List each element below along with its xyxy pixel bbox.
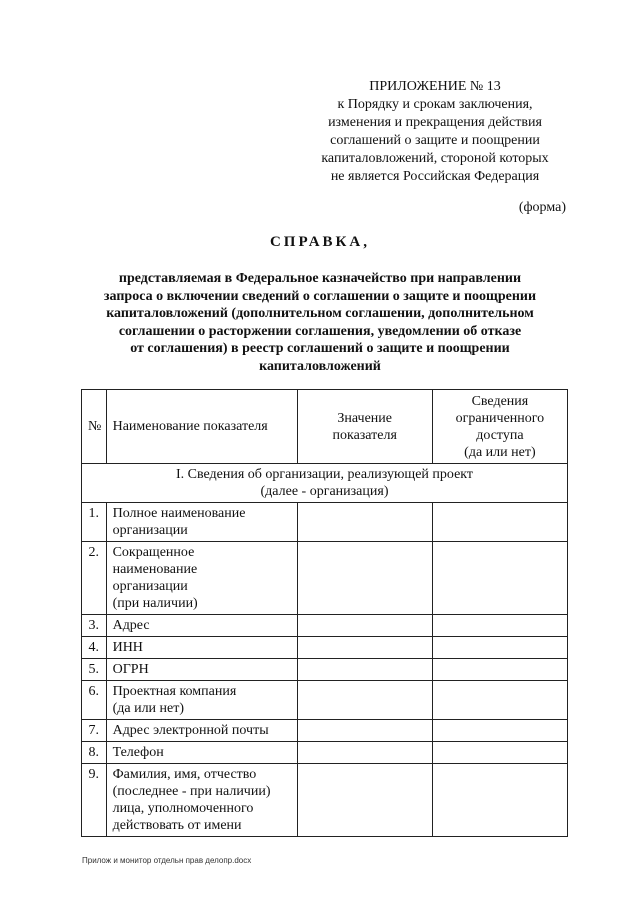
- row-indicator-name: [106, 542, 297, 615]
- row-value-cell[interactable]: [297, 637, 432, 659]
- row-number: 1.: [82, 503, 107, 542]
- row-number: 6.: [82, 681, 107, 720]
- section-row: [82, 464, 568, 503]
- header-number: №: [82, 390, 107, 464]
- subtitle-line: соглашении о расторжении соглашения, уведомлении об отказе: [118, 323, 522, 339]
- indicators-table: [81, 389, 568, 837]
- header-line: показателя: [332, 427, 397, 443]
- appendix-line: к Порядку и срокам заключения,: [337, 97, 533, 112]
- row-number: 7.: [82, 720, 107, 742]
- indicator-name-line: Проектная компания: [112, 684, 237, 699]
- row-indicator-name: [106, 720, 297, 742]
- row-limited-access-cell[interactable]: [432, 503, 567, 542]
- appendix-line: капиталовложений, стороной которых: [321, 151, 549, 166]
- table-row: [82, 681, 568, 720]
- indicator-name-line: Телефон: [112, 745, 164, 760]
- header-line: ограниченного: [455, 410, 545, 426]
- row-limited-access-cell[interactable]: [432, 720, 567, 742]
- section-line: I. Сведения об организации, реализующей проект: [175, 467, 474, 482]
- indicator-name-line: (последнее - при наличии): [112, 784, 271, 799]
- indicator-name-line: Адрес электронной почты: [112, 723, 269, 738]
- row-value-cell[interactable]: [297, 659, 432, 681]
- appendix-line: изменения и прекращения действия: [328, 115, 542, 130]
- row-limited-access-cell[interactable]: [432, 764, 567, 837]
- table-row: [82, 503, 568, 542]
- header-line: Значение: [337, 410, 393, 426]
- row-indicator-name: [106, 615, 297, 637]
- row-number: 4.: [82, 637, 107, 659]
- header-indicator-value: [297, 390, 432, 464]
- file-name-footer: Прилож и монитор отдельн прав делопр.docx: [82, 856, 252, 865]
- row-limited-access-cell[interactable]: [432, 659, 567, 681]
- table-row: [82, 659, 568, 681]
- appendix-line: соглашений о защите и поощрении: [330, 133, 540, 148]
- row-number: 5.: [82, 659, 107, 681]
- table-header-row: [82, 390, 568, 464]
- row-number: 2.: [82, 542, 107, 615]
- row-limited-access-cell[interactable]: [432, 681, 567, 720]
- row-value-cell[interactable]: [297, 681, 432, 720]
- subtitle-line: капиталовложений: [259, 358, 381, 374]
- row-limited-access-cell[interactable]: [432, 542, 567, 615]
- indicator-name-line: Фамилия, имя, отчество: [112, 767, 257, 782]
- indicator-name-line: Сокращенное: [112, 545, 195, 560]
- row-indicator-name: [106, 659, 297, 681]
- appendix-header: [290, 78, 580, 186]
- indicator-name-line: Полное наименование: [112, 506, 246, 521]
- document-title: СПРАВКА,: [269, 234, 371, 250]
- header-limited-access: [432, 390, 567, 464]
- indicator-name-line: лица, уполномоченного: [112, 801, 254, 816]
- row-indicator-name: [106, 764, 297, 837]
- row-limited-access-cell[interactable]: [432, 637, 567, 659]
- indicator-name-line: организации: [112, 523, 188, 538]
- table-row: [82, 742, 568, 764]
- row-number: 3.: [82, 615, 107, 637]
- indicator-name-line: ОГРН: [112, 662, 149, 677]
- subtitle-line: от соглашения) в реестр соглашений о защите и поощрении: [130, 341, 510, 356]
- indicator-name-line: организации: [112, 579, 188, 594]
- subtitle-line: запроса о включении сведений о соглашении о защите и поощрении: [103, 288, 537, 304]
- document-subtitle: [70, 270, 570, 375]
- row-indicator-name: [106, 637, 297, 659]
- appendix-line: не является Российская Федерация: [330, 169, 540, 184]
- row-value-cell[interactable]: [297, 720, 432, 742]
- appendix-line: ПРИЛОЖЕНИЕ № 13: [369, 79, 501, 94]
- row-value-cell[interactable]: [297, 742, 432, 764]
- row-indicator-name: [106, 503, 297, 542]
- row-indicator-name: [106, 681, 297, 720]
- indicator-name-line: (при наличии): [112, 596, 198, 611]
- table-row: [82, 615, 568, 637]
- table-row: [82, 764, 568, 837]
- row-number: 9.: [82, 764, 107, 837]
- indicator-name-line: Адрес: [112, 618, 150, 633]
- section-heading: [82, 464, 568, 503]
- indicator-name-line: ИНН: [112, 640, 143, 655]
- header-line: Сведения: [471, 393, 529, 409]
- table-row: [82, 720, 568, 742]
- row-limited-access-cell[interactable]: [432, 615, 567, 637]
- indicator-name-line: (да или нет): [112, 701, 185, 716]
- table-row: [82, 637, 568, 659]
- row-value-cell[interactable]: [297, 764, 432, 837]
- header-line: (да или нет): [464, 444, 536, 460]
- subtitle-line: капиталовложений (дополнительном соглашении, дополнительном: [106, 306, 534, 321]
- row-value-cell[interactable]: [297, 503, 432, 542]
- form-label: (форма): [518, 200, 566, 215]
- indicator-name-line: наименование: [112, 562, 198, 577]
- row-value-cell[interactable]: [297, 542, 432, 615]
- table-row: [82, 542, 568, 615]
- indicator-name-line: действовать от имени: [112, 818, 242, 833]
- header-line: доступа: [476, 427, 524, 443]
- header-indicator-name: Наименование показателя: [106, 390, 297, 464]
- row-indicator-name: [106, 742, 297, 764]
- row-number: 8.: [82, 742, 107, 764]
- row-value-cell[interactable]: [297, 615, 432, 637]
- row-limited-access-cell[interactable]: [432, 742, 567, 764]
- subtitle-line: представляемая в Федеральное казначейство при направлении: [118, 271, 522, 286]
- section-line: (далее - организация): [260, 484, 389, 499]
